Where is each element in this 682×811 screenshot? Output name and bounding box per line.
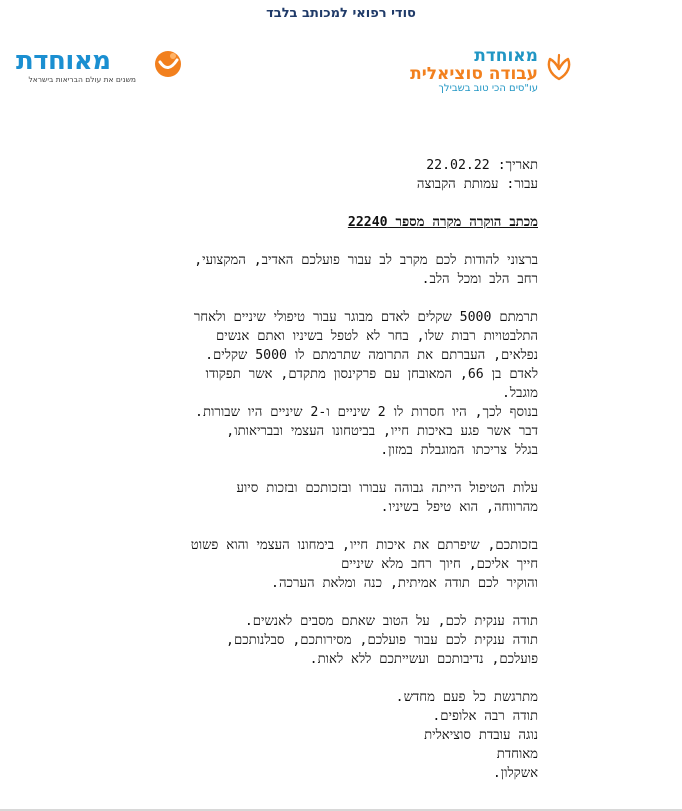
paragraph-line: רחב הלב ומכל הלב. <box>421 272 538 287</box>
paragraph-line: עלות הטיפול הייתה גבוהה עבורו ובזכותכם ובזכות סיוע <box>236 481 538 496</box>
confidential-notice: סודי רפואי למכותב בלבד <box>266 6 416 21</box>
signature-name: נוגה עובדת סוציאלית <box>424 728 538 743</box>
paragraph-line: בגלל צריכתו המוגבלת במזון. <box>380 443 538 458</box>
meuhedet-logo-tagline: משנים את עולם הבריאות בישראל <box>28 75 136 84</box>
closing-line: מתרגשת כל פעם מחדש. <box>395 690 538 705</box>
paragraph-line: מוגבל. <box>501 386 538 401</box>
closing-line: תודה רבה אלופים. <box>432 709 538 724</box>
social-work-logo-line1: מאוחדת <box>474 46 538 66</box>
paragraph-line: חייך אליכם, חיוך רחב מלא שיניים <box>341 557 538 572</box>
paragraph-line: פועלכם, נדיבותכם ועשייתכם ללא לאות. <box>309 652 538 667</box>
social-work-logo-tagline: עו"סים הכי טוב בשבילך <box>438 83 538 94</box>
paragraph-line: לאדם בן 66, המאובחן עם פרקינסון מתקדם, אשר תפקודו <box>205 367 538 382</box>
paragraph-line: התלבטויות רבות שלו, בחר לא לטפל בשיניו ואתם אנשים <box>216 329 538 344</box>
paragraph-line: תודה ענקית לכם עבור פועלכם, מסירותכם, סבלנותכם, <box>226 633 538 648</box>
paragraph-line: נפלאים, העברתם את התרומה שתרמתם לו 5000 שקלים. <box>205 348 538 363</box>
social-work-logo-line2: עבודה סוציאלית <box>410 64 538 84</box>
letter-body <box>60 156 538 783</box>
paragraph-line: והוקיר לכם תודה אמיתית, כנה ומלאת הערכה. <box>271 576 538 591</box>
paragraph-line: בזכותכם, שיפרתם את איכות חייו, בימחונו העצמי והוא פשוט <box>190 538 538 553</box>
signature-org: מאוחדת <box>496 747 538 762</box>
paragraph-line: ברצוני להודות לכם מקרב לב עבור פועלכם האדיב, המקצועי, <box>194 253 538 268</box>
letter-subject: מכתב הוקרה מקרה מספר 22240 <box>347 215 538 230</box>
paragraph-line: תודה ענקית לכם, על הטוב שאתם מסבים לאנשים. <box>244 614 538 629</box>
paragraph-line: תרמתם 5000 שקלים לאדם מבוגר עבור טיפולי שיניים ולאחר <box>193 310 538 325</box>
meuhedet-logo-text: מאוחדת <box>16 46 111 76</box>
social-work-logo <box>394 46 574 98</box>
signature-city: אשקלון. <box>492 766 538 781</box>
date-line: תאריך: 22.02.22 <box>426 158 538 173</box>
paragraph-line: דבר אשר פגע באיכות חייו, בביטחונו העצמי ובבריאותו, <box>226 424 538 439</box>
flower-icon <box>544 52 574 82</box>
recipient-line: עבור: עמותת הקבוצה <box>416 177 538 192</box>
paragraph-line: בנוסף לכך, היו חסרות לו 2 שיניים ו-2 שיניים היו שבורות. <box>195 405 538 420</box>
meuhedet-heart-icon <box>153 48 183 78</box>
meuhedet-logo <box>16 44 181 90</box>
paragraph-line: מהרווחה, הוא טיפל בשיניו. <box>380 500 538 515</box>
